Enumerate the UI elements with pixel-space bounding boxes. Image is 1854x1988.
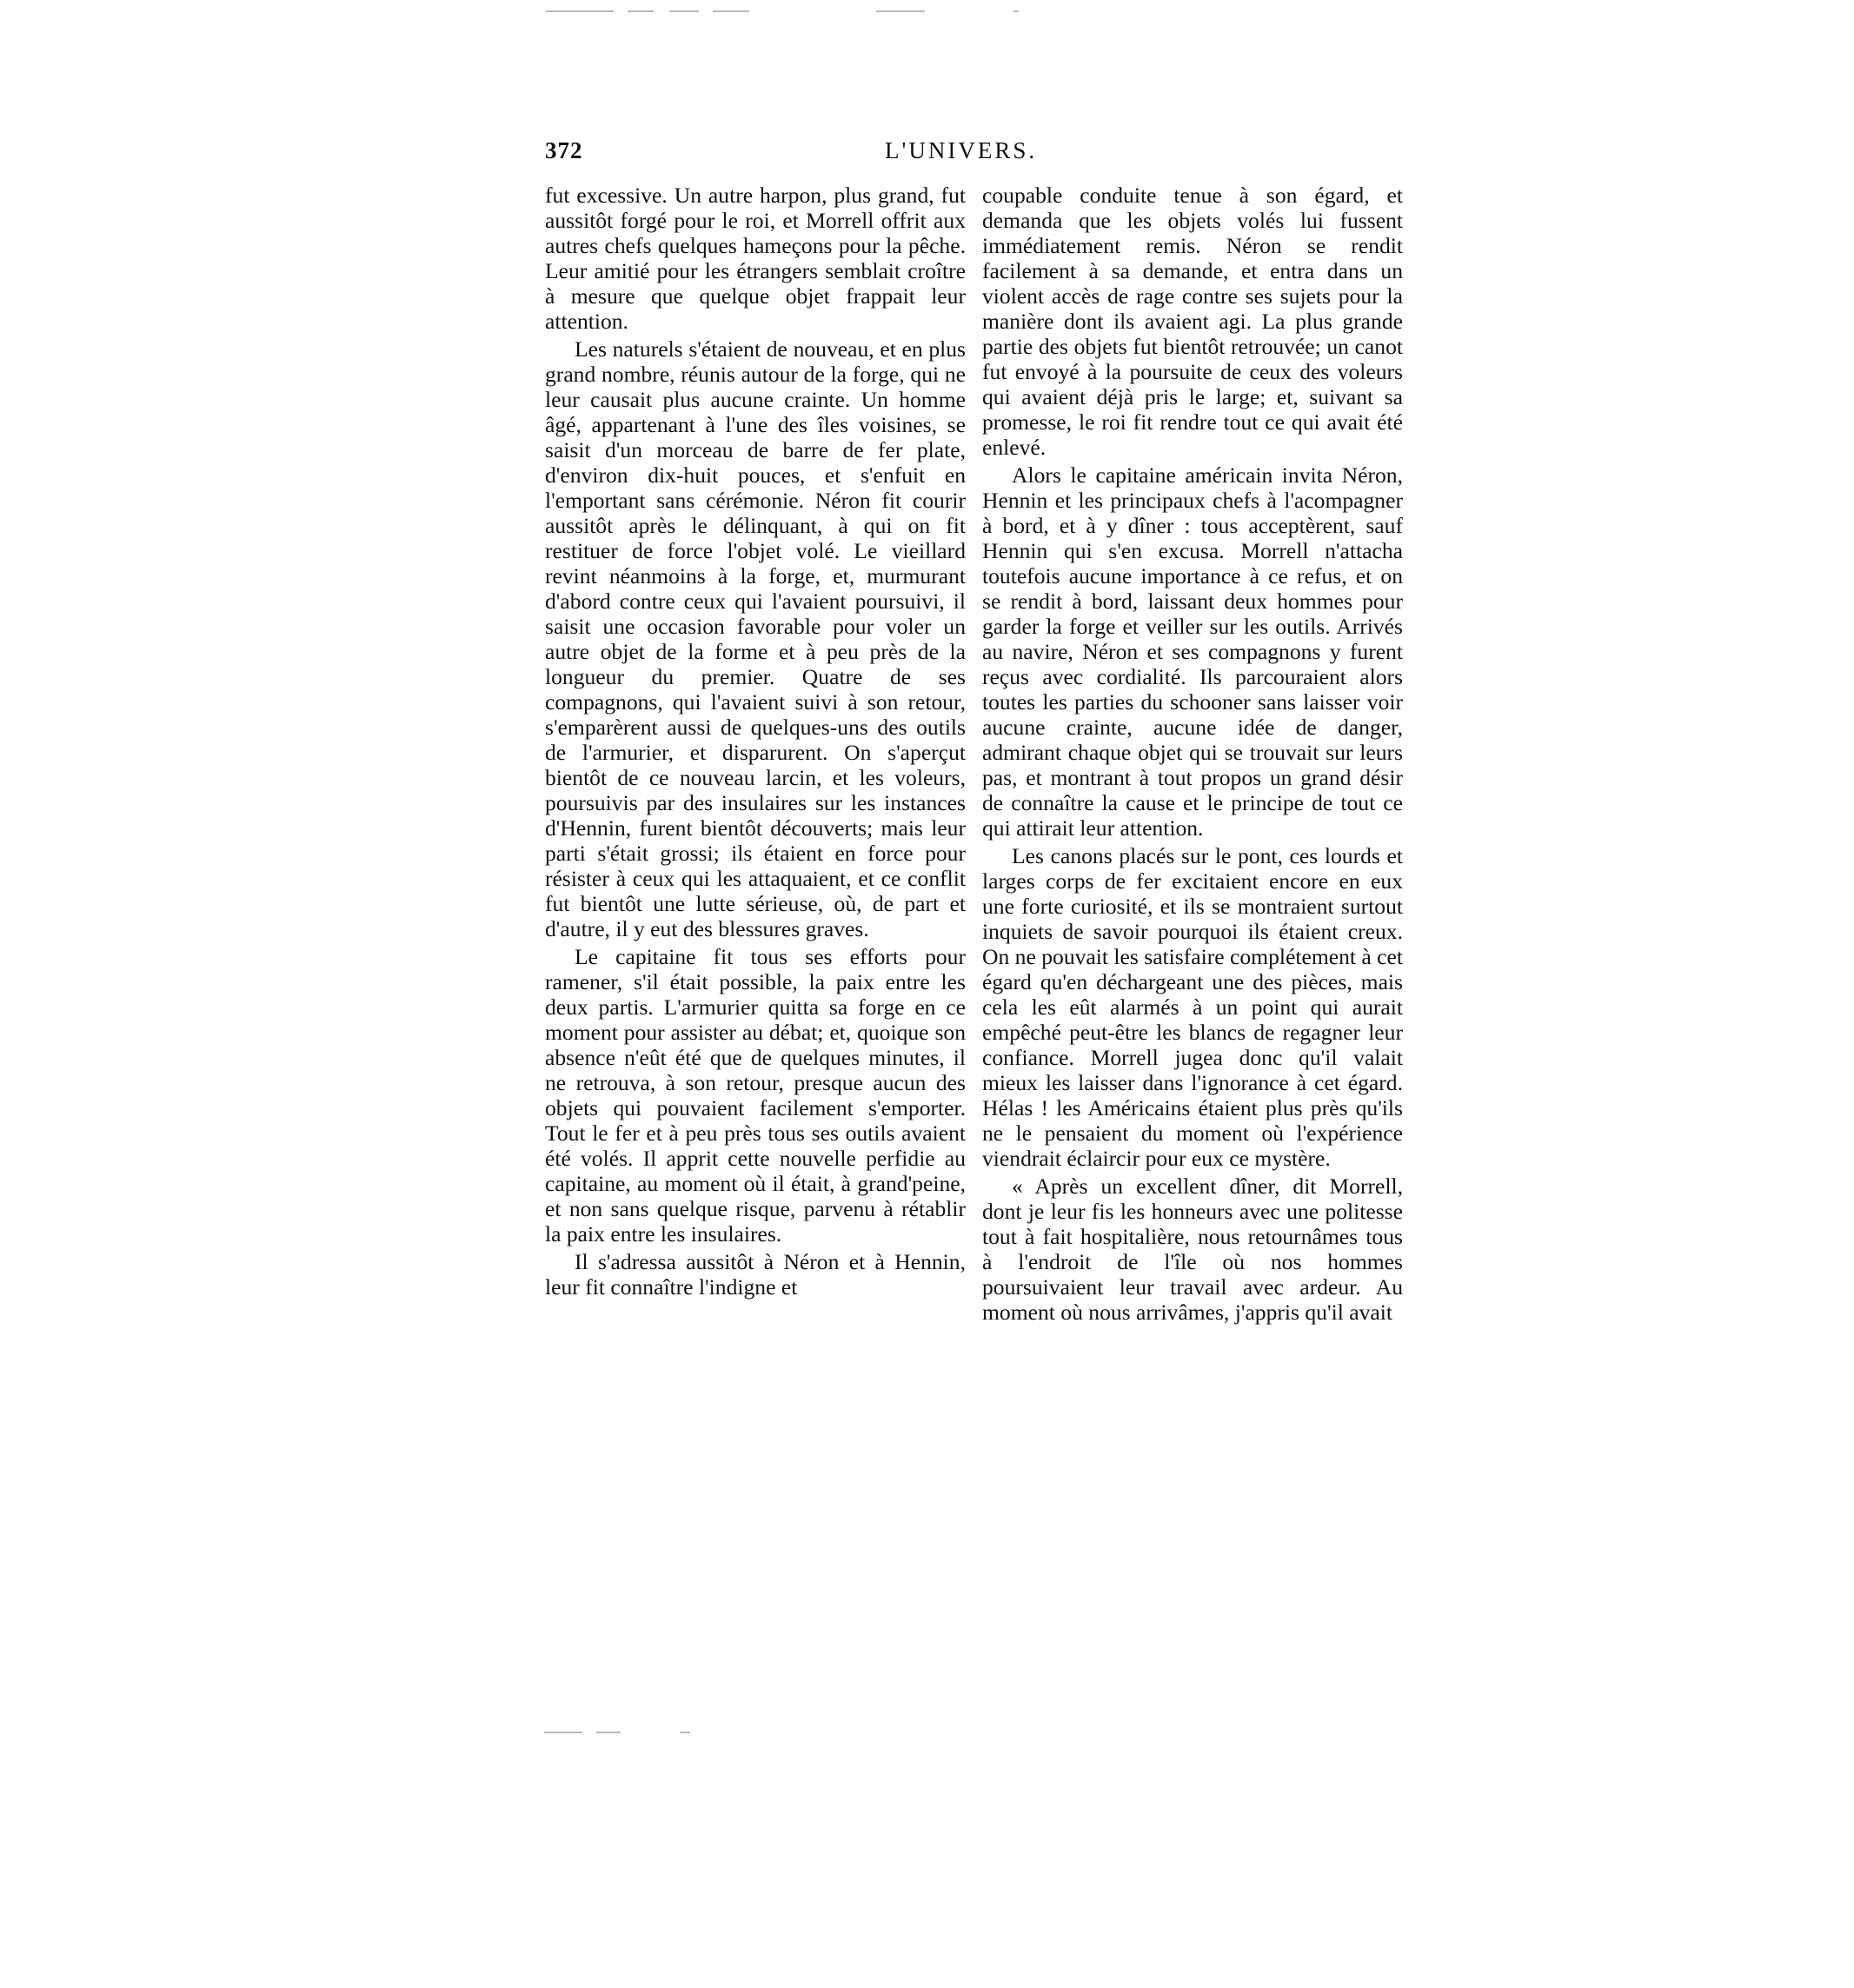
paragraph: Le capitaine fit tous ses efforts pour ramener, s'il était possible, la paix entre les deux partis. L'armurier quitta sa forge en ce moment pour assister au débat; et, quoique son absence n'eût été que de quelques minutes, il ne retrouva, à son retour, presque aucun des objets qui pouvaient facilement s'emporter. Tout le fer et à peu près tous ses outils avaient été volés. Il apprit cette nouvelle perfidie au capitaine, au moment où il était, à grand'peine, et non sans quelque risque, parvenu à rétablir la paix entre les insulaires. [545, 944, 966, 1247]
paragraph: « Après un excellent dîner, dit Morrell, dont je leur fis les honneurs avec une politesse tout à fait hospitalière, nous retournâmes tous à l'endroit de l'île où nos hommes poursuivaient leur travail avec ardeur. Au moment où nous arrivâmes, j'appris qu'il avait [982, 1174, 1403, 1325]
right-column [982, 183, 1403, 1325]
paragraph: Alors le capitaine américain invita Néron, Hennin et les principaux chefs à l'acompagner à bord, et à y dîner : tous acceptèrent, sauf Hennin qui s'en excusa. Morrell n'attacha toutefois aucune importance à ce refus, et on se rendit à bord, laissant deux hommes pour garder la forge et veiller sur les outils. Arrivés au navire, Néron et ses compagnons y furent reçus avec cordialité. Ils parcouraient alors toutes les parties du schooner sans laisser voir aucune crainte, aucune idée de danger, admirant chaque objet qui se trouvait sur leurs pas, et montrant à tout propos un grand désir de connaître la cause et le principe de tout ce qui attirait leur attention. [982, 462, 1403, 841]
left-column [545, 183, 966, 1300]
paragraph: Il s'adressa aussitôt à Néron et à Hennin, leur fit connaître l'indigne et [545, 1249, 966, 1300]
paragraph: Les naturels s'étaient de nouveau, et en plus grand nombre, réunis autour de la forge, qui ne leur causait plus aucune crainte. Un homme âgé, appartenant à l'une des îles voisines, se saisit d'un morceau de barre de fer plate, d'environ dix-huit pouces, et s'enfuit en l'emportant sans cérémonie. Néron fit courir aussitôt après le délinquant, à qui on fit restituer de force l'objet volé. Le vieillard revint néanmoins à la forge, et, murmurant d'abord contre ceux qui l'avaient poursuivi, il saisit une occasion favorable pour voler un autre objet de la forme et à peu près de la longueur du premier. Quatre de ses compagnons, qui l'avaient suivi à son retour, s'emparèrent aussi de quelques-uns des outils de l'armurier, et disparurent. On s'aperçut bientôt de ce nouveau larcin, et les voleurs, poursuivis par des insulaires sur les instances d'Hennin, furent bientôt découverts; mais leur parti s'était grossi; ils étaient en force pour résister à ceux qui les attaquaient, et ce conflit fut bientôt une lutte sérieuse, où, de part et d'autre, il y eut des blessures graves. [545, 336, 966, 941]
running-title: L'UNIVERS. [885, 137, 1038, 163]
page-number: 372 [545, 137, 583, 163]
paragraph: coupable conduite tenue à son égard, et demanda que les objets volés lui fussent immédiatement remis. Néron se rendit facilement à sa demande, et entra dans un violent accès de rage contre ses sujets pour la manière dont ils avaient agi. La plus grande partie des objets fut bientôt retrouvée; un canot fut envoyé à la poursuite de ceux des voleurs qui avaient déjà pris le large; et, suivant sa promesse, le roi fit rendre tout ce qui avait été enlevé. [982, 183, 1403, 460]
paragraph: Les canons placés sur le pont, ces lourds et larges corps de fer excitaient encore en eux une forte curiosité, et ils se montraient surtout inquiets de savoir pourquoi ils étaient creux. On ne pouvait les satisfaire complétement à cet égard qu'en déchargeant une des pièces, mais cela les eût alarmés à un point qui aurait empêché peut-être les blancs de regagner leur confiance. Morrell jugea donc qu'il valait mieux les laisser dans l'ignorance à cet égard. Hélas ! les Américains étaient plus près qu'ils ne le pensaient du moment où l'expérience viendrait éclaircir pour eux ce mystère. [982, 843, 1403, 1171]
paragraph: fut excessive. Un autre harpon, plus grand, fut aussitôt forgé pour le roi, et Morrell offrit aux autres chefs quelques hameçons pour la pêche. Leur amitié pour les étrangers semblait croître à mesure que quelque objet frappait leur attention. [545, 183, 966, 334]
